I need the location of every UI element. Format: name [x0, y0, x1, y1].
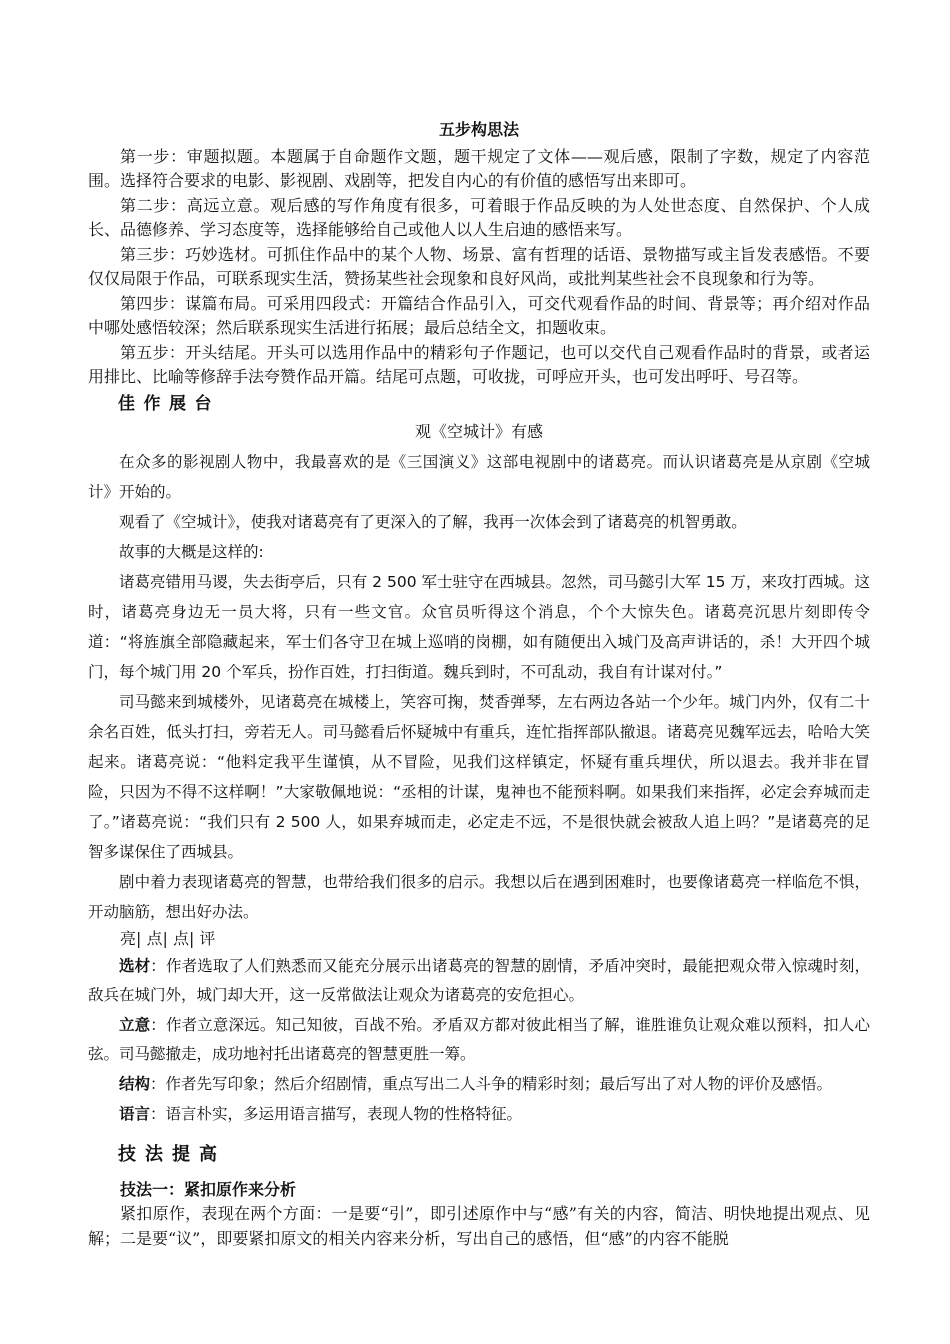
- essay-paragraph: 剧中着力表现诸葛亮的智慧，也带给我们很多的启示。我想以后在遇到困难时，也要像诸葛亮一样临危不惧，开动脑筋，想出好办法。: [88, 872, 870, 921]
- showcase-heading: 佳作展台: [118, 393, 220, 414]
- essay-title: 观《空城计》有感: [414, 422, 543, 441]
- comment-item: [88, 1010, 870, 1069]
- comment-label: 选材: [119, 956, 151, 975]
- step-paragraph: 第五步：开头结尾。开头可以选用作品中的精彩句子作题记，也可以交代自己观看作品时的背景，或者运用排比、比喻等修辞手法夸赞作品开篇。结尾可点题，可收拢，可呼应开头，也可发出呼吁、号召等。: [88, 342, 870, 386]
- comment-heading: 亮| 点| 点| 评: [120, 928, 216, 948]
- comment-label: 立意: [119, 1015, 151, 1034]
- comment-item: [88, 951, 870, 1010]
- step-paragraph: 第三步：巧妙选材。可抓住作品中的某个人物、场景、富有哲理的话语、景物描写或主旨发表感悟。不要仅仅局限于作品，可联系现实生活，赞扬某些社会现象和良好风尚，或批判某些社会不良现象和行为等。: [88, 244, 870, 288]
- essay-paragraph: 在众多的影视剧人物中，我最喜欢的是《三国演义》这部电视剧中的诸葛亮。而认识诸葛亮是从京剧《空城计》开始的。: [88, 452, 870, 501]
- comment-text: ：作者立意深远。知己知彼，百战不殆。矛盾双方都对彼此相当了解，谁胜谁负让观众难以预料，扣人心弦。司马懿撤走，成功地衬托出诸葛亮的智慧更胜一筹。: [88, 1016, 870, 1063]
- comment-text: ：语言朴实，多运用语言描写，表现人物的性格特征。: [150, 1105, 523, 1123]
- section-title: 五步构思法: [438, 120, 519, 139]
- comment-label: 结构: [119, 1074, 151, 1093]
- technique-paragraph: 紧扣原作，表现在两个方面：一是要“引”，即引述原作中与“感”有关的内容，简洁、明快地提出观点、见解；二是要“议”，即要紧扣原文的相关内容来分析，写出自己的感悟，但“感”的内容不能脱: [88, 1204, 870, 1248]
- step-paragraph: 第四步：谋篇布局。可采用四段式：开篇结合作品引入，可交代观看作品的时间、背景等；再介绍对作品中哪处感悟较深；然后联系现实生活进行拓展；最后总结全文，扣题收束。: [88, 293, 870, 337]
- essay-paragraph: 诸葛亮错用马谡，失去街亭后，只有 2 500 军士驻守在西城县。忽然，司马懿引大军 15 万，来攻打西城。这时，诸葛亮身边无一员大将，只有一些文官。众官员听得这个消息，个个大惊失色。诸葛亮沉思片刻即传令道：“将旌旗全部隐藏起来，军士们各守卫在城上巡哨的岗棚，如有随便出入城门及高声讲话的，杀！大开四个城门，每个城门用 20 个军兵，扮作百姓，打扫街道。魏兵到时，不可乱动，我自有计谋对付。”: [88, 572, 870, 681]
- comment-item: [88, 1099, 870, 1129]
- step-paragraph: 第一步：审题拟题。本题属于自命题作文题，题干规定了文体——观后感，限制了字数，规定了内容范围。选择符合要求的电影、影视剧、戏剧等，把发自内心的有价值的感悟写出来即可。: [88, 146, 870, 190]
- essay-paragraph: 司马懿来到城楼外，见诸葛亮在城楼上，笑容可掬，焚香弹琴，左右两边各站一个少年。城门内外，仅有二十余名百姓，低头打扫，旁若无人。司马懿看后怀疑城中有重兵，连忙指挥部队撤退。诸葛亮见魏军远去，哈哈大笑起来。诸葛亮说：“他料定我平生谨慎，从不冒险，见我们这样镇定，怀疑有重兵埋伏，所以退去。我并非在冒险，只因为不得不这样啊！”大家敬佩地说：“丞相的计谋，鬼神也不能预料啊。如果我们来指挥，必定会弃城而走了。”诸葛亮说：“我们只有 2 500 人，如果弃城而走，必定走不远，不是很快就会被敌人追上吗？”是诸葛亮的足智多谋保住了西城县。: [88, 692, 870, 861]
- technique-heading: 技法提高: [118, 1144, 226, 1165]
- technique-subheading: 技法一：紧扣原作来分析: [120, 1179, 297, 1199]
- comment-text: ：作者选取了人们熟悉而又能充分展示出诸葛亮的智慧的剧情，矛盾冲突时，最能把观众带入惊魂时刻，敌兵在城门外，城门却大开，这一反常做法让观众为诸葛亮的安危担心。: [88, 957, 870, 1004]
- step-paragraph: 第二步：高远立意。观后感的写作角度有很多，可着眼于作品反映的为人处世态度、自然保护、个人成长、品德修养、学习态度等，选择能够给自己或他人以人生启迪的感悟来写。: [88, 195, 870, 239]
- comment-item: [88, 1069, 870, 1099]
- essay-paragraph: 故事的大概是这样的:: [119, 542, 264, 561]
- essay-paragraph: 观看了《空城计》，使我对诸葛亮有了更深入的了解，我再一次体会到了诸葛亮的机智勇敢。: [119, 512, 747, 531]
- comment-text: ：作者先写印象；然后介绍剧情，重点写出二人斗争的精彩时刻；最后写出了对人物的评价及感悟。: [150, 1075, 833, 1093]
- comment-label: 语言: [119, 1104, 151, 1123]
